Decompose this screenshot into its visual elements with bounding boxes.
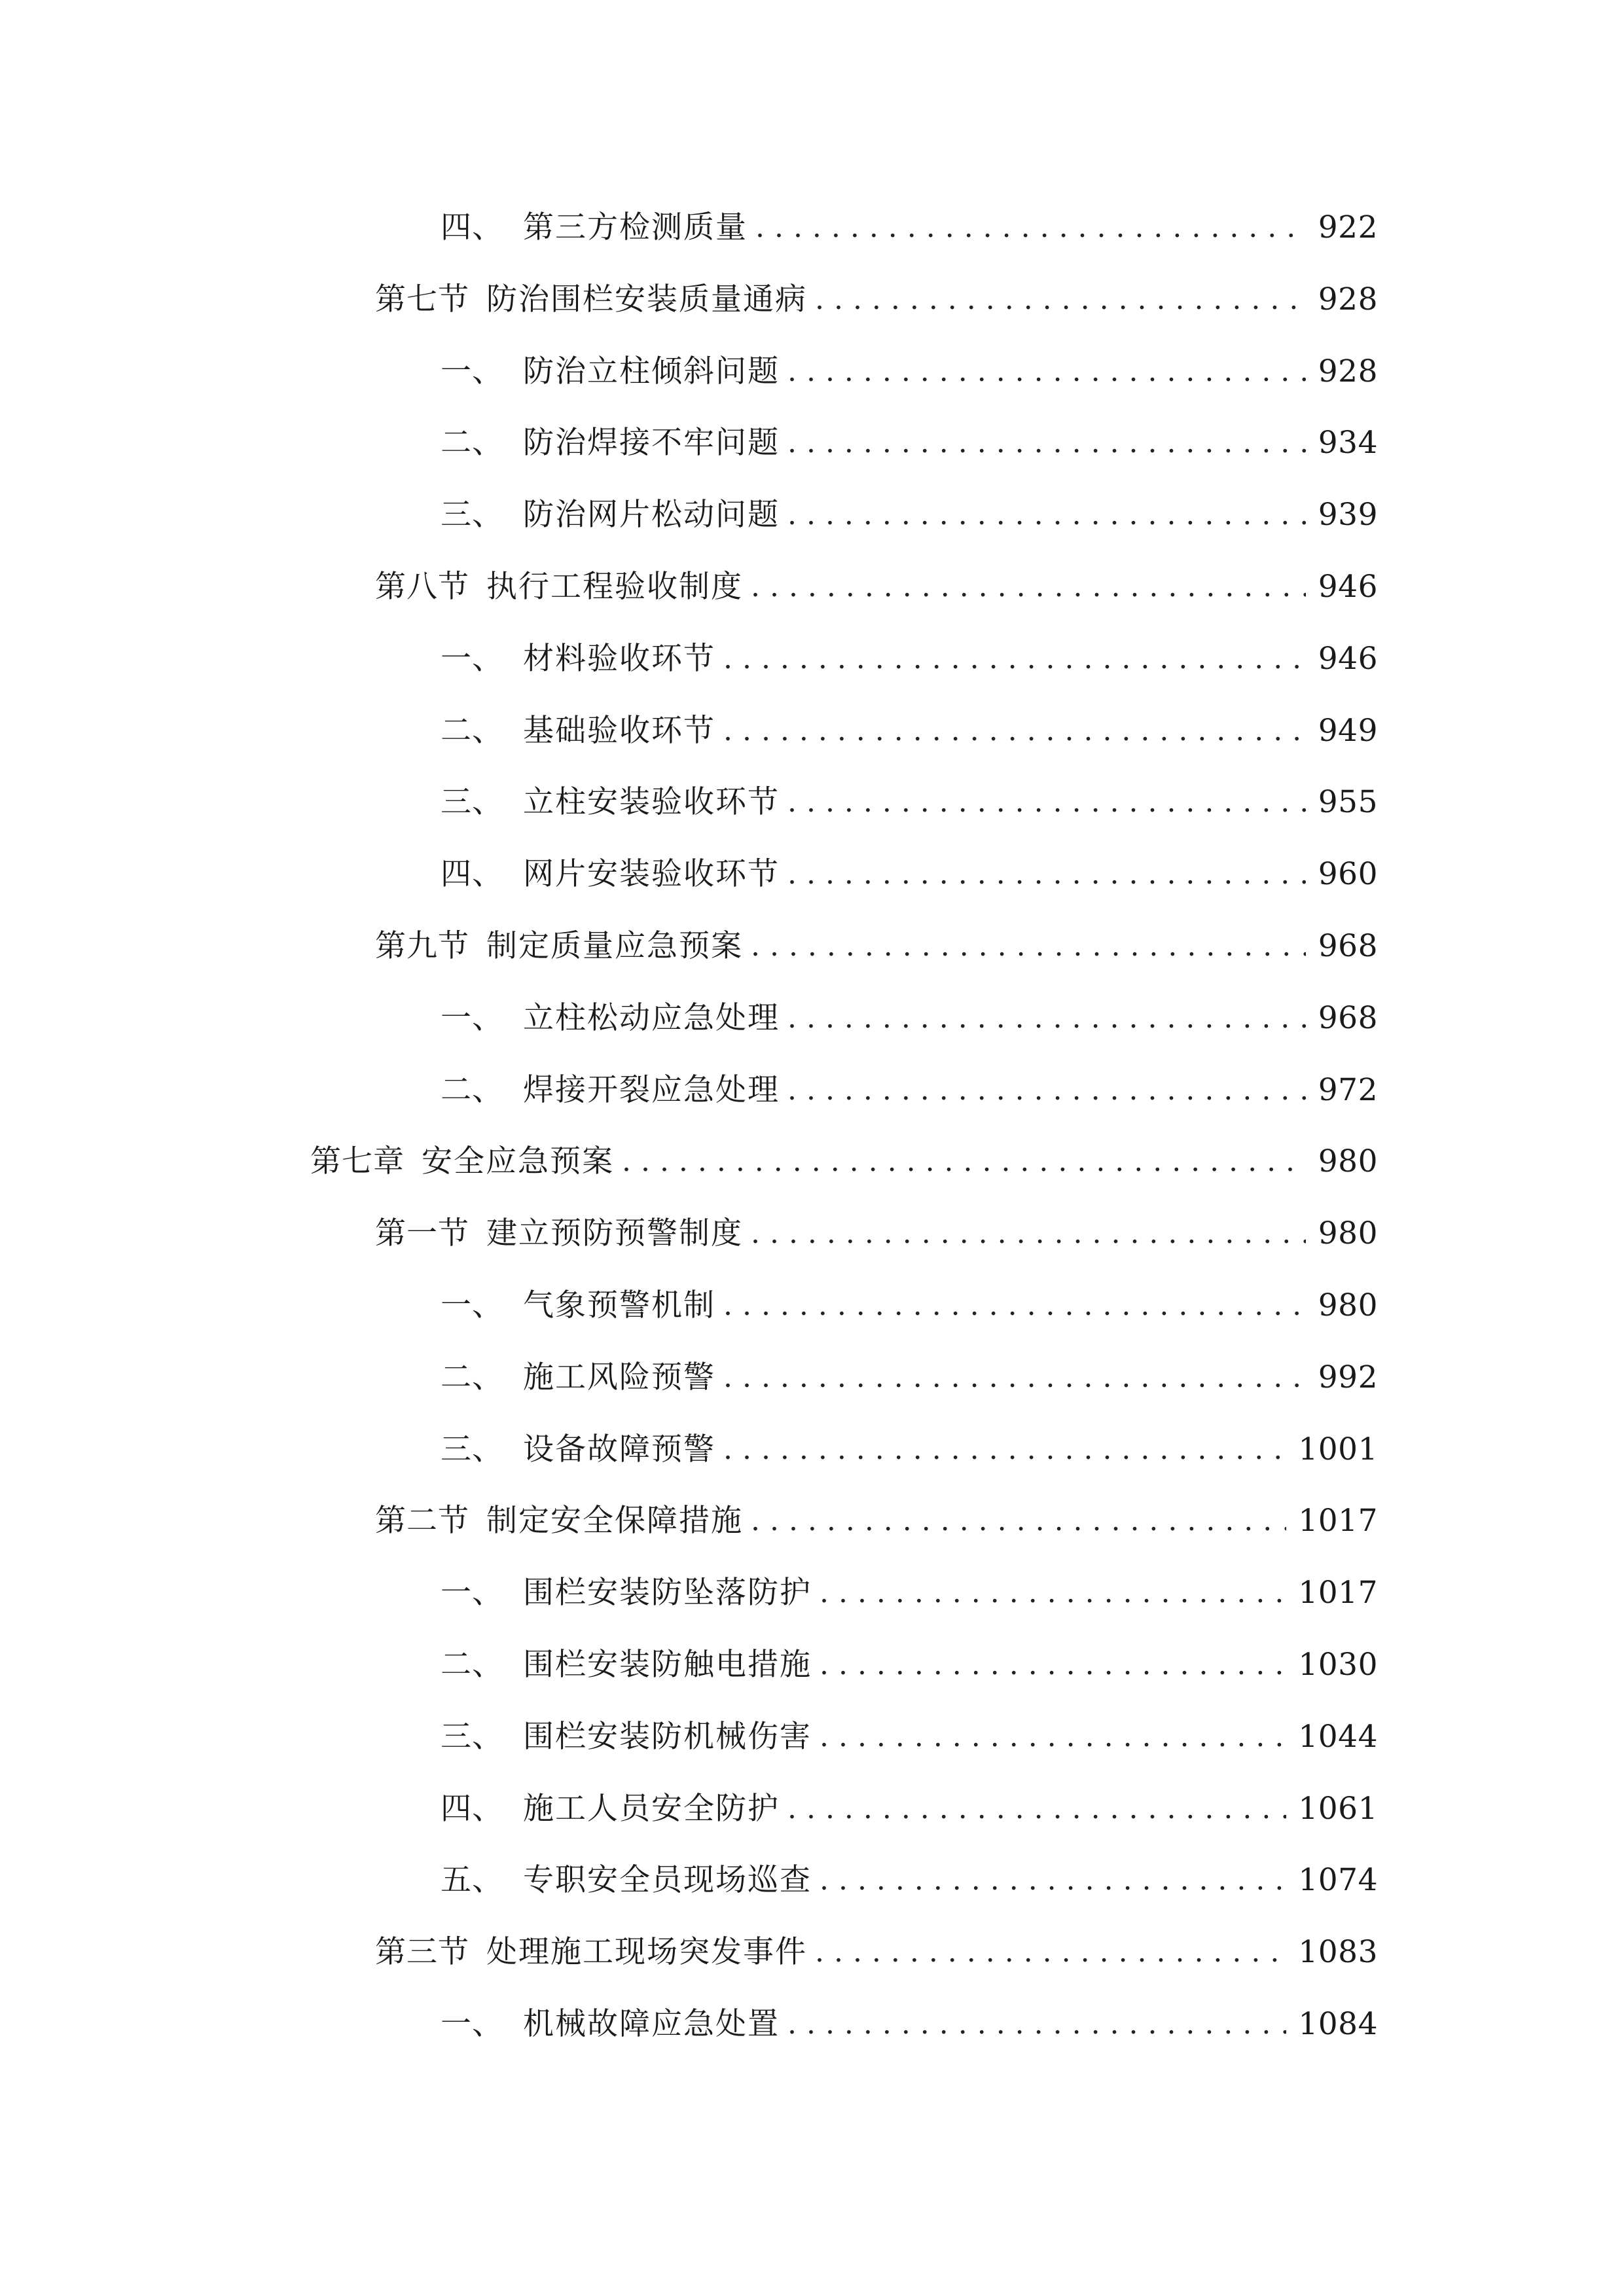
toc-entry-title: 基础验收环节 bbox=[523, 713, 715, 749]
toc-entry[interactable] bbox=[375, 274, 1378, 326]
toc-dot-leader bbox=[787, 417, 1306, 469]
toc-entry-number: 二、 bbox=[441, 1647, 503, 1683]
toc-entry-title: 立柱安装验收环节 bbox=[523, 784, 780, 820]
toc-entry[interactable] bbox=[375, 920, 1378, 973]
toc-entry-number: 一、 bbox=[441, 641, 503, 677]
toc-entry[interactable] bbox=[310, 1136, 1378, 1188]
toc-dot-leader bbox=[755, 202, 1306, 254]
toc-entry-title: 围栏安装防机械伤害 bbox=[523, 1719, 812, 1755]
toc-entry-page-number: 1061 bbox=[1298, 1791, 1378, 1827]
toc-entry-number: 一、 bbox=[441, 1287, 503, 1323]
toc-dot-leader bbox=[723, 705, 1306, 757]
toc-entry-page-number: 949 bbox=[1318, 713, 1378, 749]
toc-entry-page-number: 1017 bbox=[1298, 1575, 1378, 1611]
toc-dot-leader bbox=[622, 1136, 1306, 1188]
toc-entry-page-number: 980 bbox=[1318, 1215, 1378, 1251]
toc-entry-number: 第七节 bbox=[375, 281, 469, 317]
toc-entry-title: 防治网片松动问题 bbox=[523, 497, 780, 533]
toc-entry-number: 第九节 bbox=[375, 928, 469, 964]
toc-entry[interactable] bbox=[375, 1208, 1378, 1260]
toc-dot-leader bbox=[787, 346, 1306, 398]
toc-entry-title: 处理施工现场突发事件 bbox=[486, 1934, 807, 1970]
toc-entry-number: 二、 bbox=[441, 1359, 503, 1395]
toc-entry-title: 气象预警机制 bbox=[523, 1287, 715, 1323]
toc-dot-leader bbox=[751, 1495, 1286, 1547]
toc-dot-leader bbox=[723, 1352, 1306, 1404]
toc-entry-page-number: 972 bbox=[1318, 1072, 1378, 1108]
toc-entry-title: 机械故障应急处置 bbox=[523, 2006, 780, 2042]
toc-dot-leader bbox=[787, 992, 1306, 1045]
toc-dot-leader bbox=[787, 848, 1306, 901]
toc-entry-number: 三、 bbox=[441, 784, 503, 820]
toc-dot-leader bbox=[815, 1926, 1286, 1979]
toc-entry-number: 五、 bbox=[441, 1862, 503, 1898]
toc-dot-leader bbox=[751, 920, 1306, 973]
toc-entry[interactable] bbox=[441, 202, 1378, 254]
toc-entry-number: 二、 bbox=[441, 425, 503, 461]
toc-entry-page-number: 922 bbox=[1318, 209, 1378, 245]
toc-entry-page-number: 1083 bbox=[1298, 1934, 1378, 1970]
toc-dot-leader bbox=[787, 489, 1306, 541]
toc-entry-page-number: 992 bbox=[1318, 1359, 1378, 1395]
toc-entry[interactable] bbox=[441, 1064, 1378, 1117]
toc-entry[interactable] bbox=[441, 1998, 1378, 2051]
toc-dot-leader bbox=[787, 1998, 1286, 2051]
toc-entry-page-number: 939 bbox=[1318, 497, 1378, 533]
toc-dot-leader bbox=[787, 1783, 1286, 1835]
toc-entry-page-number: 1030 bbox=[1298, 1647, 1378, 1683]
toc-entry[interactable] bbox=[441, 1280, 1378, 1332]
toc-entry[interactable] bbox=[441, 1567, 1378, 1619]
toc-entry-title: 防治焊接不牢问题 bbox=[523, 425, 780, 461]
toc-dot-leader bbox=[787, 1064, 1306, 1117]
toc-entry-page-number: 1017 bbox=[1298, 1503, 1378, 1539]
toc-entry[interactable] bbox=[375, 1495, 1378, 1547]
toc-entry[interactable] bbox=[441, 848, 1378, 901]
toc-entry-page-number: 960 bbox=[1318, 856, 1378, 892]
toc-entry[interactable] bbox=[441, 1711, 1378, 1763]
toc-entry-title: 第三方检测质量 bbox=[523, 209, 748, 245]
toc-entry[interactable] bbox=[441, 1783, 1378, 1835]
toc-dot-leader bbox=[751, 1208, 1306, 1260]
toc-entry-title: 建立预防预警制度 bbox=[486, 1215, 743, 1251]
toc-entry[interactable] bbox=[441, 1854, 1378, 1907]
toc-entry-number: 第三节 bbox=[375, 1934, 469, 1970]
toc-entry-number: 一、 bbox=[441, 353, 503, 389]
toc-entry[interactable] bbox=[375, 1926, 1378, 1979]
toc-entry-title: 安全应急预案 bbox=[422, 1143, 614, 1179]
toc-entry[interactable] bbox=[375, 561, 1378, 613]
toc-entry[interactable] bbox=[441, 346, 1378, 398]
toc-entry-page-number: 955 bbox=[1318, 784, 1378, 820]
toc-dot-leader bbox=[787, 776, 1306, 829]
toc-entry-title: 设备故障预警 bbox=[523, 1431, 715, 1467]
toc-entry[interactable] bbox=[441, 417, 1378, 469]
toc-entry-number: 第二节 bbox=[375, 1503, 469, 1539]
toc-entry[interactable] bbox=[441, 992, 1378, 1045]
toc-entry-number: 四、 bbox=[441, 856, 503, 892]
toc-entry[interactable] bbox=[441, 1352, 1378, 1404]
toc-entry-number: 三、 bbox=[441, 1719, 503, 1755]
toc-entry-number: 第七章 bbox=[310, 1143, 405, 1179]
toc-dot-leader bbox=[820, 1854, 1286, 1907]
toc-entry-page-number: 968 bbox=[1318, 928, 1378, 964]
toc-dot-leader bbox=[723, 1280, 1306, 1332]
toc-dot-leader bbox=[751, 561, 1306, 613]
toc-entry[interactable] bbox=[441, 1424, 1378, 1476]
toc-entry-page-number: 946 bbox=[1318, 569, 1378, 605]
toc-entry-page-number: 928 bbox=[1318, 281, 1378, 317]
toc-entry-number: 三、 bbox=[441, 497, 503, 533]
toc-entry-page-number: 934 bbox=[1318, 425, 1378, 461]
toc-entry-title: 施工人员安全防护 bbox=[523, 1791, 780, 1827]
toc-entry-title: 专职安全员现场巡查 bbox=[523, 1862, 812, 1898]
toc-entry[interactable] bbox=[441, 1639, 1378, 1691]
toc-entry-number: 四、 bbox=[441, 209, 503, 245]
toc-entry-title: 焊接开裂应急处理 bbox=[523, 1072, 780, 1108]
toc-entry-title: 制定安全保障措施 bbox=[486, 1503, 743, 1539]
toc-entry-title: 施工风险预警 bbox=[523, 1359, 715, 1395]
toc-entry[interactable] bbox=[441, 489, 1378, 541]
toc-entry-number: 一、 bbox=[441, 2006, 503, 2042]
toc-dot-leader bbox=[815, 274, 1306, 326]
toc-entry-page-number: 1074 bbox=[1298, 1862, 1378, 1898]
toc-entry-number: 一、 bbox=[441, 1575, 503, 1611]
toc-dot-leader bbox=[820, 1567, 1286, 1619]
toc-entry-page-number: 968 bbox=[1318, 1000, 1378, 1036]
toc-dot-leader bbox=[820, 1711, 1286, 1763]
toc-entry[interactable] bbox=[441, 705, 1378, 757]
toc-entry-page-number: 946 bbox=[1318, 641, 1378, 677]
toc-entry[interactable] bbox=[441, 633, 1378, 685]
toc-entry[interactable] bbox=[441, 776, 1378, 829]
toc-entry-page-number: 1001 bbox=[1298, 1431, 1378, 1467]
toc-entry-number: 二、 bbox=[441, 1072, 503, 1108]
toc-dot-leader bbox=[723, 1424, 1286, 1476]
toc-entry-title: 制定质量应急预案 bbox=[486, 928, 743, 964]
toc-entry-title: 围栏安装防触电措施 bbox=[523, 1647, 812, 1683]
toc-entry-number: 三、 bbox=[441, 1431, 503, 1467]
toc-entry-page-number: 980 bbox=[1318, 1143, 1378, 1179]
toc-entry-page-number: 1084 bbox=[1298, 2006, 1378, 2042]
toc-entry-page-number: 1044 bbox=[1298, 1719, 1378, 1755]
toc-entry-number: 一、 bbox=[441, 1000, 503, 1036]
toc-entry-page-number: 928 bbox=[1318, 353, 1378, 389]
toc-entry-title: 材料验收环节 bbox=[523, 641, 715, 677]
toc-dot-leader bbox=[723, 633, 1306, 685]
toc-entry-page-number: 980 bbox=[1318, 1287, 1378, 1323]
toc-entry-number: 二、 bbox=[441, 713, 503, 749]
toc-entry-number: 四、 bbox=[441, 1791, 503, 1827]
toc-entry-title: 防治立柱倾斜问题 bbox=[523, 353, 780, 389]
toc-entry-number: 第一节 bbox=[375, 1215, 469, 1251]
toc-dot-leader bbox=[820, 1639, 1286, 1691]
toc-entry-title: 网片安装验收环节 bbox=[523, 856, 780, 892]
toc-entry-title: 防治围栏安装质量通病 bbox=[486, 281, 807, 317]
toc-entry-title: 执行工程验收制度 bbox=[486, 569, 743, 605]
toc-entry-number: 第八节 bbox=[375, 569, 469, 605]
toc-entry-title: 立柱松动应急处理 bbox=[523, 1000, 780, 1036]
toc-entry-title: 围栏安装防坠落防护 bbox=[523, 1575, 812, 1611]
